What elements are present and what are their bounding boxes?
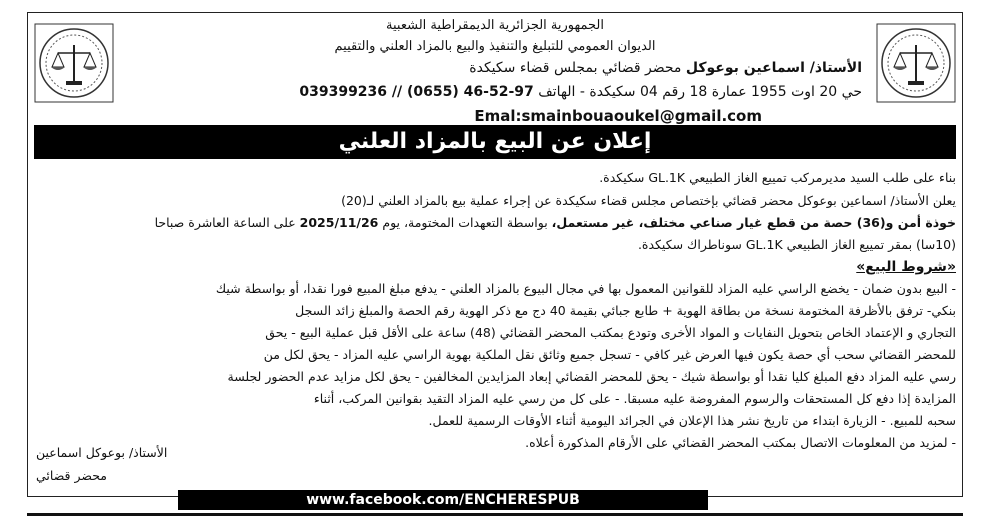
condition-line-1: - البيع بدون ضمان - يخضع الراسي عليه المزاد للقوانين المعمول بها في مجال البيوع بالمزاد العلني - يدفع مبلغ المبيع فورا نقدا، أو بواسطة شيك xyxy=(215,281,956,296)
scales-seal-icon xyxy=(34,23,114,103)
signature-role: محضر قضائي xyxy=(36,468,107,483)
body-line-3-mid: بواسطة التعهدات المختومة، يوم xyxy=(378,215,552,230)
phone-numbers: 97-52-46 (0655) // 039399236 xyxy=(299,84,534,100)
announcement-frame xyxy=(27,12,963,508)
condition-line-6: المزايدة إذا دفع كل المستحقات والرسوم المفروضة عليه مسبقا. - على كل من رسي عليه المزاد التقيد بقوانين المركب، أثناء xyxy=(313,391,956,406)
condition-line-5: رسي عليه المزاد دفع المبلغ كليا نقدا أو بواسطة شيك - يحق للمحضر القضائي إبعاد المزايدين المخالفين - يحق لكل مزايد عدم الحضور لجلسة xyxy=(227,369,956,384)
bailiff-line xyxy=(469,61,862,75)
letterhead xyxy=(128,17,862,125)
footer-url[interactable]: www.facebook.com/ENCHERESPUB xyxy=(306,492,580,508)
body-line-2: يعلن الأستاذ/ اسماعين بوعوكل محضر قضائي بإختصاص مجلس قضاء سكيكدة عن إجراء عملية بيع بالمزاد العلني لـ(20) xyxy=(341,193,956,208)
body-line-4: (10سا) بمقر تمييع الغاز الطبيعي GL.1K سوناطراك سكيكدة. xyxy=(637,237,956,252)
condition-line-3: التجاري و الإعتماد الخاص بتحويل النفايات و المواد الأخرى وتودع بمكتب المحضر القضائي (48) ساعة على الأقل قبل عملية البيع - يحق xyxy=(265,325,956,340)
address-line xyxy=(299,85,862,99)
body-line-3 xyxy=(155,217,956,230)
bailiff-name: الأستاذ/ اسماعين بوعوكل xyxy=(685,60,862,76)
conditions-title: «شروط البيع» xyxy=(856,259,956,275)
body-line-3-end: على الساعة العاشرة صباحا xyxy=(154,215,300,230)
bottom-divider xyxy=(27,513,963,516)
condition-line-4: للمحضر القضائي سحب أي حصة يكون فيها العرض غير كافي - تسجل جميع وثائق نقل الملكية بهوية الراسي عليه المزاد - يحق لكل من xyxy=(263,347,956,362)
signature-name: الأستاذ/ بوعوكل اسماعين xyxy=(36,445,168,460)
sale-date: 2025/11/26 xyxy=(299,215,379,230)
footer-banner xyxy=(178,490,708,510)
republic-name: الجمهورية الجزائرية الديمقراطية الشعبية xyxy=(386,18,604,33)
condition-line-7: سحبه للمبيع. - الزيارة ابتداء من تاريخ نشر هذا الإعلان في الجرائد اليومية أثناء الأوقات الرسمية للعمل. xyxy=(428,413,956,428)
body-line-1: بناء على طلب السيد مديرمركب تمييع الغاز الطبيعي GL.1K سكيكدة. xyxy=(599,170,956,185)
title-banner xyxy=(34,125,956,159)
address: حي 20 اوت 1955 عمارة 18 رقم 04 سكيكدة - الهاتف xyxy=(538,84,862,100)
announcement-title: إعلان عن البيع بالمزاد العلني xyxy=(338,129,652,154)
office-name: الديوان العمومي للتبليغ والتنفيذ والبيع بالمزاد العلني والتقييم xyxy=(334,39,656,54)
email: Emal:smainbouaoukel@gmail.com xyxy=(474,107,762,125)
lot-description: خوذة أمن و(36) حصة من قطع غيار صناعي مختلف، غير مستعمل، xyxy=(551,215,956,230)
bailiff-title: محضر قضائي بمجلس قضاء سكيكدة xyxy=(469,60,686,76)
condition-line-2: بنكي- ترفق بالأظرفة المختومة نسخة من بطاقة الهوية + طابع جبائي بقيمة 40 دج مع ذكر الهوية رقم الحصة والمبلغ زائد السجل xyxy=(295,303,956,318)
condition-line-8: - لمزيد من المعلومات الاتصال بمكتب المحضر القضائي على الأرقام المذكورة أعلاه. xyxy=(525,435,956,450)
scales-seal-icon xyxy=(876,23,956,103)
